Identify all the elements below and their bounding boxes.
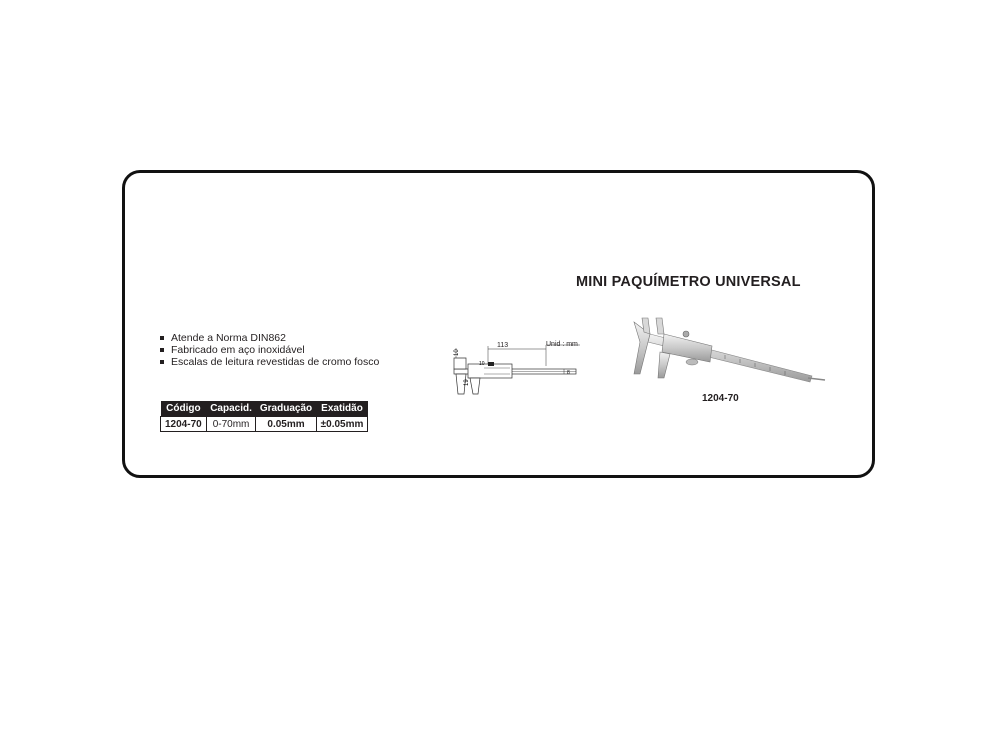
dim-jaw-upper: 10 [454,349,460,356]
cell-capacidade: 0-70mm [206,417,256,432]
header-graduacao: Graduação [256,401,316,417]
feature-item: Fabricado em aço inoxidável [160,344,379,356]
table-header-row [161,401,368,417]
table-row [161,417,368,432]
dim-thickness: 10 [479,361,485,367]
dim-jaw-lower: 19 [464,379,470,386]
bullet-icon [160,336,164,340]
product-title: MINI PAQUÍMETRO UNIVERSAL [576,274,801,290]
header-codigo: Código [161,401,207,417]
bullet-icon [160,360,164,364]
bullet-icon [160,348,164,352]
feature-item: Escalas de leitura revestidas de cromo fosco [160,356,379,368]
feature-item: Atende a Norma DIN862 [160,332,379,344]
unit-label: Unid : mm [546,341,578,348]
caliper-product-image [620,312,830,392]
feature-list [160,332,379,368]
cell-exatidao: ±0.05mm [316,417,368,432]
header-capacidade: Capacid. [206,401,256,417]
dim-length: 113 [497,342,509,349]
product-code-label: 1204-70 [702,393,739,404]
cell-graduacao: 0.05mm [256,417,316,432]
dim-depth: 8 [567,370,570,376]
cell-codigo: 1204-70 [161,417,207,432]
header-exatidao: Exatidão [316,401,368,417]
specs-table [160,401,368,432]
